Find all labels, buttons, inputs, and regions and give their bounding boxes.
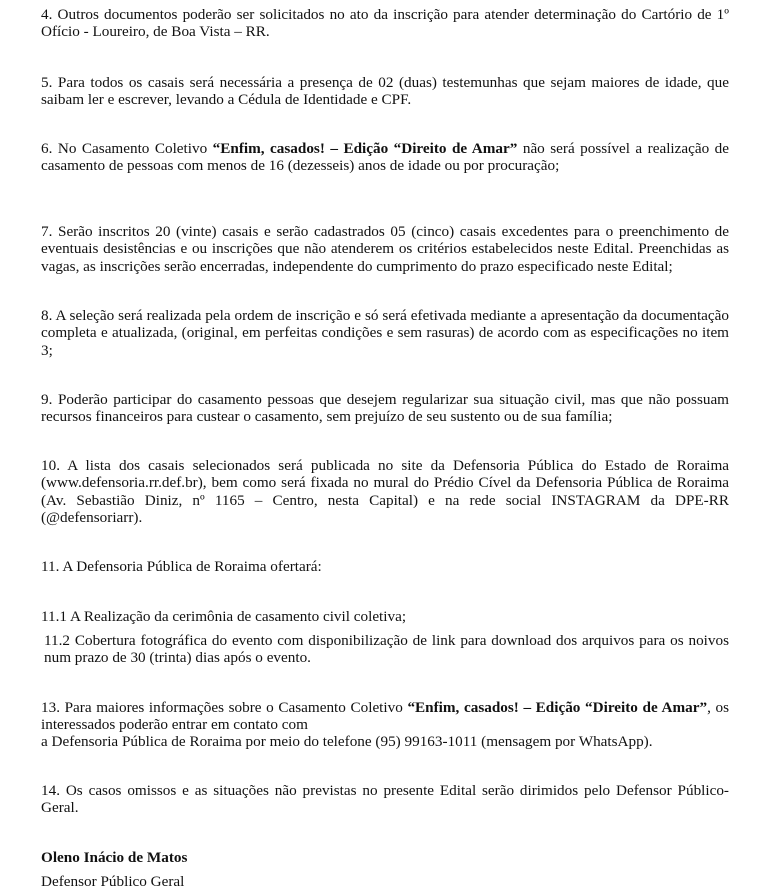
paragraph-14: 14. Os casos omissos e as situações não previstas no presente Edital serão dirimidos pelo Defensor Público-Geral. <box>41 782 729 817</box>
paragraph-6 <box>41 140 729 175</box>
signatory-name: Oleno Inácio de Matos <box>41 849 188 866</box>
signatory-title: Defensor Público Geral <box>41 873 185 890</box>
paragraph-7: 7. Serão inscritos 20 (vinte) casais e serão cadastrados 05 (cinco) casais excedentes para o preenchimento de eventuais desistências e ou inscrições que não atenderem os critérios estabelecidos neste Edital. Preenchidas as vagas, as inscrições serão encerradas, independente do cumprimento do prazo especificado neste Edital; <box>41 223 729 275</box>
paragraph-11: 11. A Defensoria Pública de Roraima ofertará: <box>41 558 322 575</box>
paragraph-13-middle: , os interessados poderão entrar em contato com <box>41 699 729 734</box>
paragraph-10: 10. A lista dos casais selecionados será publicada no site da Defensoria Pública do Estado de Roraima (www.defensoria.rr.def.br), bem como será fixada no mural do Prédio Cível da Defensoria Pública de Roraima (Av. Sebastião Diniz, nº 1165 – Centro, nesta Capital) e na rede social INSTAGRAM da DPE-RR (@defensoriarr). <box>41 457 729 527</box>
paragraph-5: 5. Para todos os casais será necessária a presença de 02 (duas) testemunhas que sejam maiores de idade, que saibam ler e escrever, levando a Cédula de Identidade e CPF. <box>41 74 729 109</box>
paragraph-11-2: 11.2 Cobertura fotográfica do evento com disponibilização de link para download dos arquivos para os noivos num prazo de 30 (trinta) dias após o evento. <box>44 632 729 667</box>
paragraph-13-contact: a Defensoria Pública de Roraima por meio do telefone (95) 99163-1011 (mensagem por WhatsApp). <box>41 733 653 750</box>
paragraph-8: 8. A seleção será realizada pela ordem de inscrição e só será efetivada mediante a apresentação da documentação completa e atualizada, (original, em perfeitas condições e sem rasuras) de acordo com as especificações no item 3; <box>41 307 729 359</box>
paragraph-6-rest: não será possível a realização de casamento de pessoas com menos de 16 (dezesseis) anos de idade ou por procuração; <box>41 140 730 175</box>
paragraph-13-lead: 13. Para maiores informações sobre o Casamento Coletivo <box>41 699 403 716</box>
event-name-bold: “Enfim, casados! – Edição “Direito de Amar” <box>212 140 518 157</box>
paragraph-11-1: 11.1 A Realização da cerimônia de casamento civil coletiva; <box>41 608 407 625</box>
event-name-bold-2: “Enfim, casados! – Edição “Direito de Amar” <box>407 699 708 716</box>
paragraph-6-lead: 6. No Casamento Coletivo <box>41 140 208 157</box>
paragraph-4: 4. Outros documentos poderão ser solicitados no ato da inscrição para atender determinação do Cartório de 1º Ofício - Loureiro, de Boa Vista – RR. <box>41 6 729 41</box>
paragraph-9: 9. Poderão participar do casamento pessoas que desejem regularizar sua situação civil, mas que não possuam recursos financeiros para custear o casamento, sem prejuízo de seu sustento ou de sua família; <box>41 391 729 426</box>
paragraph-13 <box>41 699 729 734</box>
